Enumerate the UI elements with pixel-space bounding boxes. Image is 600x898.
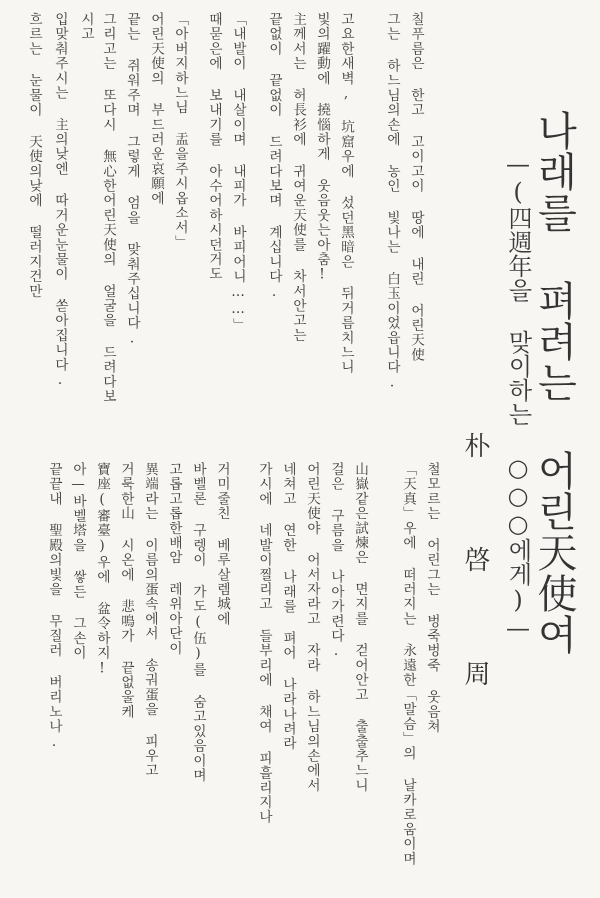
poem-line: 철모르는 어린그는 벙죽벙죽 웃음쳐 [424, 462, 440, 734]
poem-line: 「아버지하느님 盂을주시옵소서」 [172, 12, 188, 250]
poem-line: 입맞춰주시는 主의낮엔 따거운눈물이 쏟아집니다. [52, 12, 68, 390]
poem-line: 主께서는 허長衫에 귀여운天使를 차서안고는 [290, 12, 306, 343]
poem-line: 끝끝내 聖殿의빛을 무질러 버리노나. [46, 462, 62, 751]
poem-line: 異端라는 이름의蛋속에서 송궈蛋을 피우고 [142, 462, 158, 778]
poem-line: 아—바벨塔을 쌓든 그손이 [70, 462, 86, 661]
poem-line: 어린天使야 어서자라고 자라 하느님의손에서 [304, 462, 320, 793]
author-name: 朴啓周 [460, 432, 490, 774]
poem-line: 끝없이 끝없이 드려다보며 계십니다. [266, 12, 282, 301]
poem-line: 그리고는 또다시 無心한어린天使의 얼굴을 드려다보 [100, 12, 116, 404]
poem-subtitle: —(四週年을 맞이하는 ○○○에게)— [504, 150, 532, 642]
poem-line: 山嶽같은試煉은 면지를 걷어안고 출출추느니 [352, 462, 368, 793]
poem-line: 거룩한山 시온에 悲鳴가 끝없울케 [118, 462, 134, 720]
poem-line: 寶座(審臺)우에 盆令하지! [94, 462, 110, 678]
poem-line: 가시에 네발이찔리고 들부리에 채여 피흘리지나 [256, 462, 272, 825]
poem-line: 어린天使의 부드러운哀願에 [148, 12, 164, 206]
poem-line: 거미줄친 베루살렘城에 [214, 462, 230, 627]
poem-line: 그는 하느님의손에 농인 빛나는 白玉이었읍니다. [384, 12, 400, 392]
poem-title: 나래를 펴려는 어린天使여 [531, 110, 577, 655]
poem-line: 바벨론 구렝이 가도(伍)를 숨고있음이며 [190, 462, 206, 783]
poem-line: 흐르는 눈물이 天使의낮에 떨러지건만 [26, 12, 42, 299]
poem-line: 「내발이 내살이며 내피가 바피어니……」 [230, 12, 246, 333]
poem-line: 시고 [78, 12, 94, 42]
poem-line: 빛의躍動에 撓惱하게 웃음웃는아춤! [314, 12, 330, 284]
poem-line: 걸은 구름을 나아가련다. [328, 462, 344, 661]
poem-line: 네쳐고 연한 나래를 펴어 나라나려라 [280, 462, 296, 751]
poem-line: 끝는 쥐워주며 그렇게 엄을 맞춰주십니다. [124, 12, 140, 348]
poem-line: 고롭고롭한배암 레위아단이 [166, 462, 182, 656]
poem-line: 칠푸름은 한고 고이고이 땅에 내린 어린天使 [408, 12, 424, 363]
poem-line: 때묻은에 보내기를 아수어하시던거도 [206, 12, 222, 282]
poem-line: 「天真」우에 떠러지는 永遠한「말슴」의 날카로움이며 [400, 462, 416, 867]
poem-line: 고요한새벽, 坑窟우에 섰던黑暗은 뒤거름치느니 [338, 12, 354, 375]
